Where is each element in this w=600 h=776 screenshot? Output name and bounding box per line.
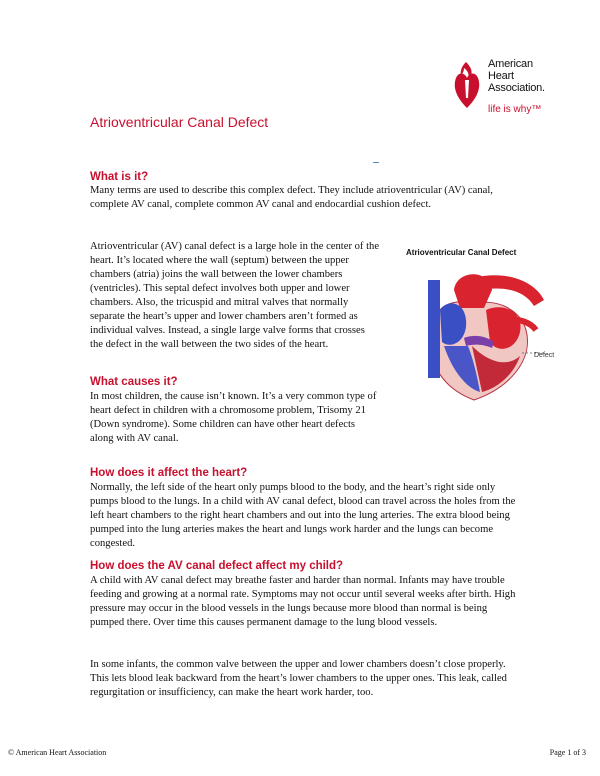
paragraph-description: Atrioventricular (AV) canal defect is a large hole in the center of the heart. It’s located where the wall (septum) between the upper chambers (atria) joins the wall between the lower chambers (ventricles). This septal defect involves both upper and lower chambers. Also, the tricuspid and mitral valves that normally separate the heart’s upper and lower chambers aren’t formed as individual valves. Instead, a single large valve forms that crosses the defect in the wall between the two sides of the heart. <box>90 241 380 350</box>
heart-diagram <box>394 248 574 408</box>
heading-affect-heart: How does it affect the heart? <box>90 467 248 479</box>
heading-what-causes-it: What causes it? <box>90 376 178 388</box>
paragraph-terms: Many terms are used to describe this complex defect. They include atrioventricular (AV) canal, complete AV canal, complete common AV canal and endocardial cushion defect. <box>90 185 493 210</box>
logo-text-line1: American <box>488 58 533 70</box>
paragraph-causes: In most children, the cause isn’t known. It’s a very common type of heart defect in children with a chromosome problem, Trisomy 21 (Down syndrome). Some children can have other heart defects along with AV canal. <box>90 391 377 444</box>
page-title: Atrioventricular Canal Defect <box>90 114 269 130</box>
figure-defect-label: Defect <box>534 352 555 359</box>
stray-mark <box>373 162 379 163</box>
footer-page-number: Page 1 of 3 <box>549 748 586 757</box>
paragraph-affect-heart: Normally, the left side of the heart only pumps blood to the body, and the heart’s right side only pumps blood to the lungs. In a child with AV canal defect, blood can travel across the holes from the left heart chambers to the right heart chambers and out into the lung arteries. The extra blood being pumped into the lung arteries makes the heart and lungs work harder and the lungs can become congested. <box>90 482 516 549</box>
paragraph-affect-child: A child with AV canal defect may breathe faster and harder than normal. Infants may have trouble feeding and growing at a normal rate. Symptoms may not occur until several weeks after birth. High pressure may occur in the blood vessels in the lungs because more blood than normal is being pumped there. Over time this causes permanent damage to the lung blood vessels. <box>90 575 516 628</box>
logo-text-line2: Heart <box>488 70 514 82</box>
paragraph-valve-leak: In some infants, the common valve between the upper and lower chambers doesn’t close properly. This lets blood leak backward from the heart’s lower chambers to the upper ones. This leak, called regurgitation or insufficiency, can make the heart work harder, too. <box>90 659 507 698</box>
footer-copyright: © American Heart Association <box>8 748 107 757</box>
heading-what-is-it: What is it? <box>90 171 149 183</box>
aha-logo <box>452 56 572 118</box>
heading-affect-child: How does the AV canal defect affect my child? <box>90 560 344 572</box>
logo-text-line3: Association. <box>488 82 545 94</box>
logo-tagline: life is why™ <box>488 104 542 115</box>
heart-illustration <box>394 260 574 420</box>
heart-torch-icon <box>452 58 482 110</box>
figure-caption: Atrioventricular Canal Defect <box>406 248 517 257</box>
